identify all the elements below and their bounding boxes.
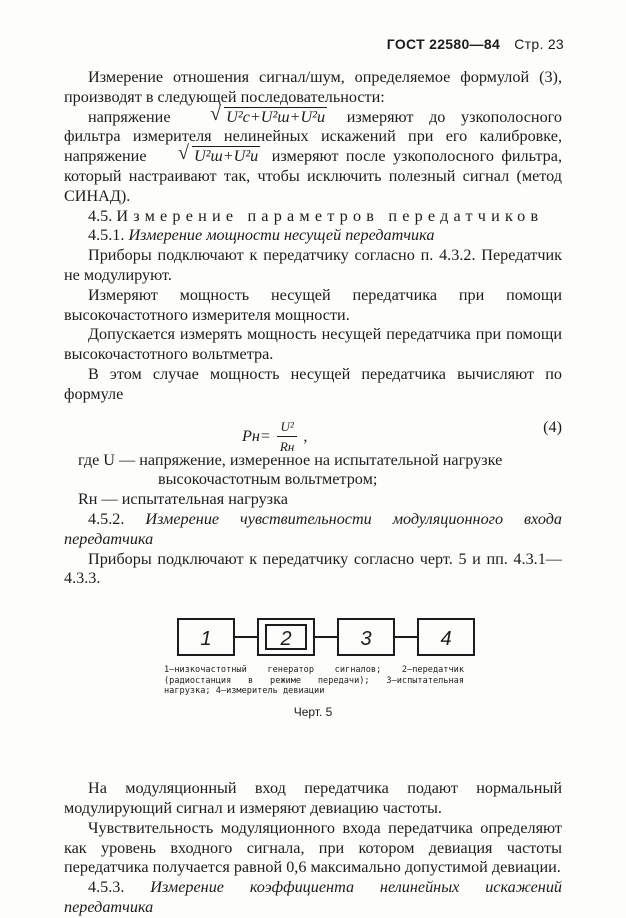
- legend-line: где U — напряжение, измеренное на испытательной нагрузке: [78, 450, 503, 469]
- paragraph-intro: Измерение отношения сигнал/шум, определяемое формулой (3), производят в следующей последовательности:: [64, 68, 562, 106]
- section-title: Измерение параметров передатчиков: [116, 206, 544, 225]
- page-number: Стр. 23: [514, 36, 564, 52]
- sqrt-expression-1: √ U²с+U²ш+U²и: [210, 102, 326, 126]
- section-number: 4.5.2.: [88, 509, 125, 528]
- formula-expression: [242, 417, 307, 458]
- paragraph-measure-power: Измеряют мощность несущей передатчика при помощи высокочастотного измерителя мощности.: [64, 285, 562, 324]
- section-number: 4.5.3.: [88, 878, 125, 897]
- paragraph-voltages: [64, 102, 563, 207]
- text-fragment: напряжение: [88, 107, 171, 126]
- section-number: 4.5.1.: [88, 226, 125, 245]
- legend-line: Rн — испытательная нагрузка: [78, 490, 288, 509]
- sqrt-radicand-2: U²ш+U²и: [193, 147, 259, 166]
- sqrt-expression-2: √ U²ш+U²и: [177, 142, 259, 166]
- paragraph-voltmeter: Допускается измерять мощность несущей передатчика при помощи высокочастотного вольтметра.: [64, 325, 562, 364]
- paragraph-modulation: На модуляционный вход передатчика подают нормальный модулирующий сигнал и измеряют девиацию частоты.: [64, 779, 562, 817]
- figure-label: Черт. 5: [293, 705, 333, 720]
- formula-lhs: Pн=: [242, 426, 271, 445]
- box-label-1: 1: [200, 628, 212, 651]
- page-header: [387, 36, 564, 52]
- box-label-3: 3: [360, 628, 372, 651]
- text-fragment: измеряют до узкополосного фильтра измерителя нелинейных искажений при его калибровке, напряжение: [64, 107, 563, 166]
- section-4-5-3-heading: [64, 878, 562, 918]
- formula-fraction: [277, 417, 297, 458]
- formula-denominator: Rн: [279, 439, 295, 455]
- section-title: Измерение мощности несущей передатчика: [128, 226, 435, 245]
- legend-line: высокочастотным вольтметром;: [158, 470, 378, 489]
- section-title: Измерение чувствительности модуляционного входа передатчика: [64, 509, 563, 548]
- diagram-svg: [176, 617, 486, 659]
- section-title: Измерение коэффициента нелинейных искажений передатчика: [64, 878, 563, 916]
- box-label-2: 2: [280, 628, 292, 651]
- formula-number: (4): [543, 417, 562, 436]
- box-label-4: 4: [440, 628, 452, 651]
- text-fragment: измеряют после узкополосного фильтра, который настраивают так, чтобы исключить полезный сигнал (метод СИНАД).: [64, 147, 562, 205]
- section-4-5-2-heading: [64, 510, 562, 550]
- standard-number: ГОСТ 22580—84: [386, 36, 501, 52]
- formula-4: [64, 407, 562, 455]
- section-4-5-heading: [64, 207, 562, 227]
- formula-legend: [54, 451, 562, 510]
- section-number: 4.5.: [88, 206, 113, 225]
- paragraph-connect: Приборы подключают к передатчику согласно п. 4.3.2. Передатчик не модулируют.: [64, 246, 562, 284]
- block-diagram: [64, 617, 562, 757]
- formula-numerator: U²: [277, 417, 297, 438]
- formula-tail: ,: [303, 426, 308, 445]
- paragraph-formula-intro: В этом случае мощность несущей передатчика вычисляют по формуле: [64, 364, 562, 403]
- section-4-5-1-heading: [64, 226, 562, 246]
- sqrt-radicand-1: U²с+U²ш+U²и: [226, 107, 326, 126]
- body-text: [64, 68, 562, 918]
- diagram-caption: 1—низкочастотный генератор сигналов; 2—передатчик (радиостанция в режиме передачи); 3—испытательная нагрузка; 4—измеритель девиации: [164, 665, 464, 697]
- paragraph-connect-2: Приборы подключают к передатчику согласно черт. 5 и пп. 4.3.1—4.3.3.: [64, 549, 562, 588]
- paragraph-sensitivity: Чувствительность модуляционного входа передатчика определяют как уровень входного сигнала, при котором девиация частоты передатчика получается равной 0,6 максимально допустимой девиации.: [64, 818, 562, 877]
